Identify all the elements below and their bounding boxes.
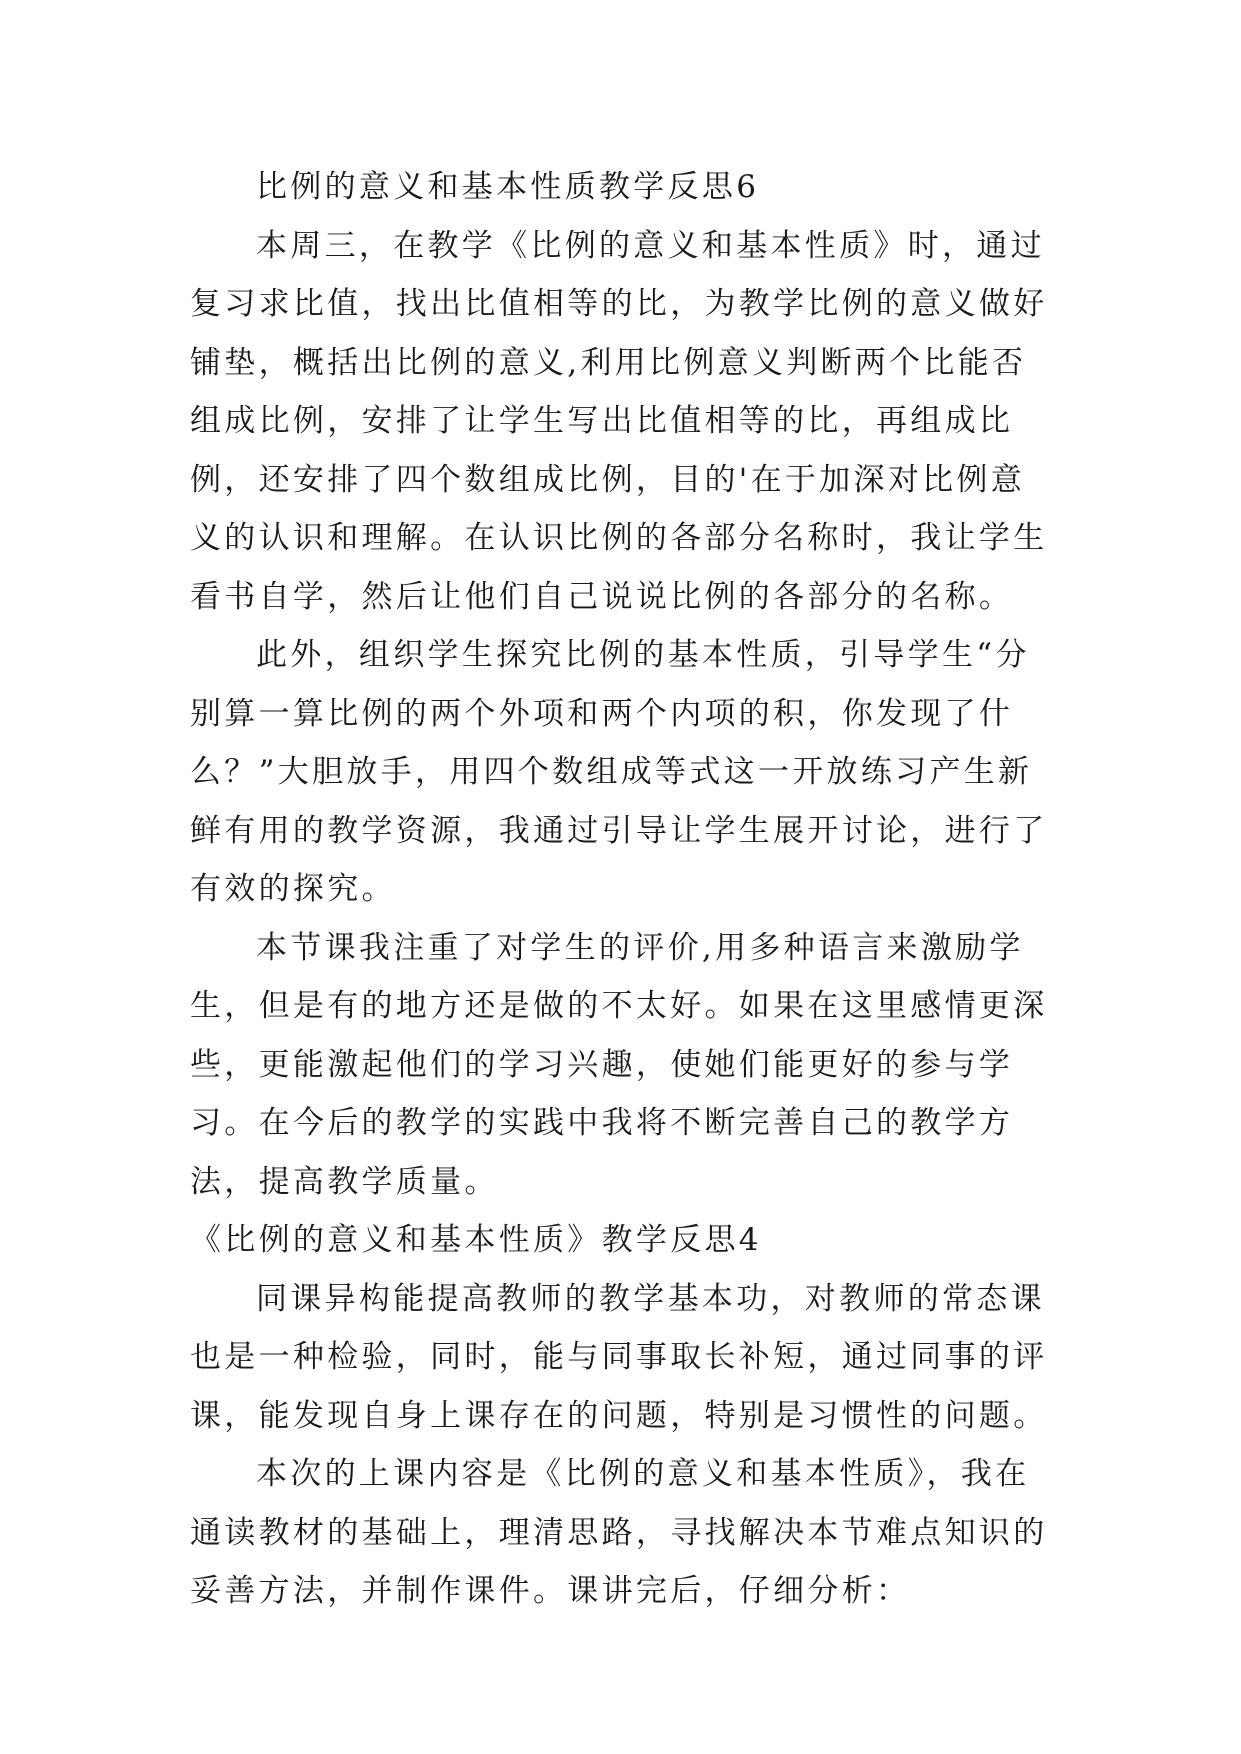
section-heading: 比例的意义和基本性质教学反思6 — [256, 169, 760, 205]
paragraph: 本周三，在教学《比例的意义和基本性质》时，通过复习求比值，找出比值相等的比，为教学比例的意义做好铺垫，概括出比例的意义,利用比例意义判断两个比能否组成比例，安排了让学生写出比值相等的比，再组成比例，还安排了四个数组成比例，目的'在于加深对比例意义的认识和理解。在认识比例的各部分名称时，我让学生看书自学，然后让他们自己说说比例的各部分的名称。 — [190, 227, 1048, 615]
paragraph: 此外，组织学生探究比例的基本性质，引导学生“分别算一算比例的两个外项和两个内项的积，你发现了什么？”大胆放手，用四个数组成等式这一开放练习产生新鲜有用的教学资源，我通过引导让学生展开讨论，进行了有效的探究。 — [190, 637, 1048, 907]
document-body — [190, 158, 1050, 1621]
paragraph: 同课异构能提高教师的教学基本功，对教师的常态课也是一种检验，同时，能与同事取长补短，通过同事的评课，能发现自身上课存在的问题，特别是习惯性的问题。 — [190, 1280, 1048, 1434]
paragraph: 本节课我注重了对学生的评价,用多种语言来激励学生，但是有的地方还是做的不太好。如果在这里感情更深些，更能激起他们的学习兴趣，使她们能更好的参与学习。在今后的教学的实践中我将不断完善自己的教学方法，提高教学质量。 — [190, 929, 1048, 1200]
paragraph: 本次的上课内容是《比例的意义和基本性质》，我在通读教材的基础上，理清思路，寻找解决本节难点知识的妥善方法，并制作课件。课讲完后，仔细分析： — [190, 1456, 1048, 1609]
section-heading: 《比例的意义和基本性质》教学反思4 — [190, 1222, 762, 1258]
